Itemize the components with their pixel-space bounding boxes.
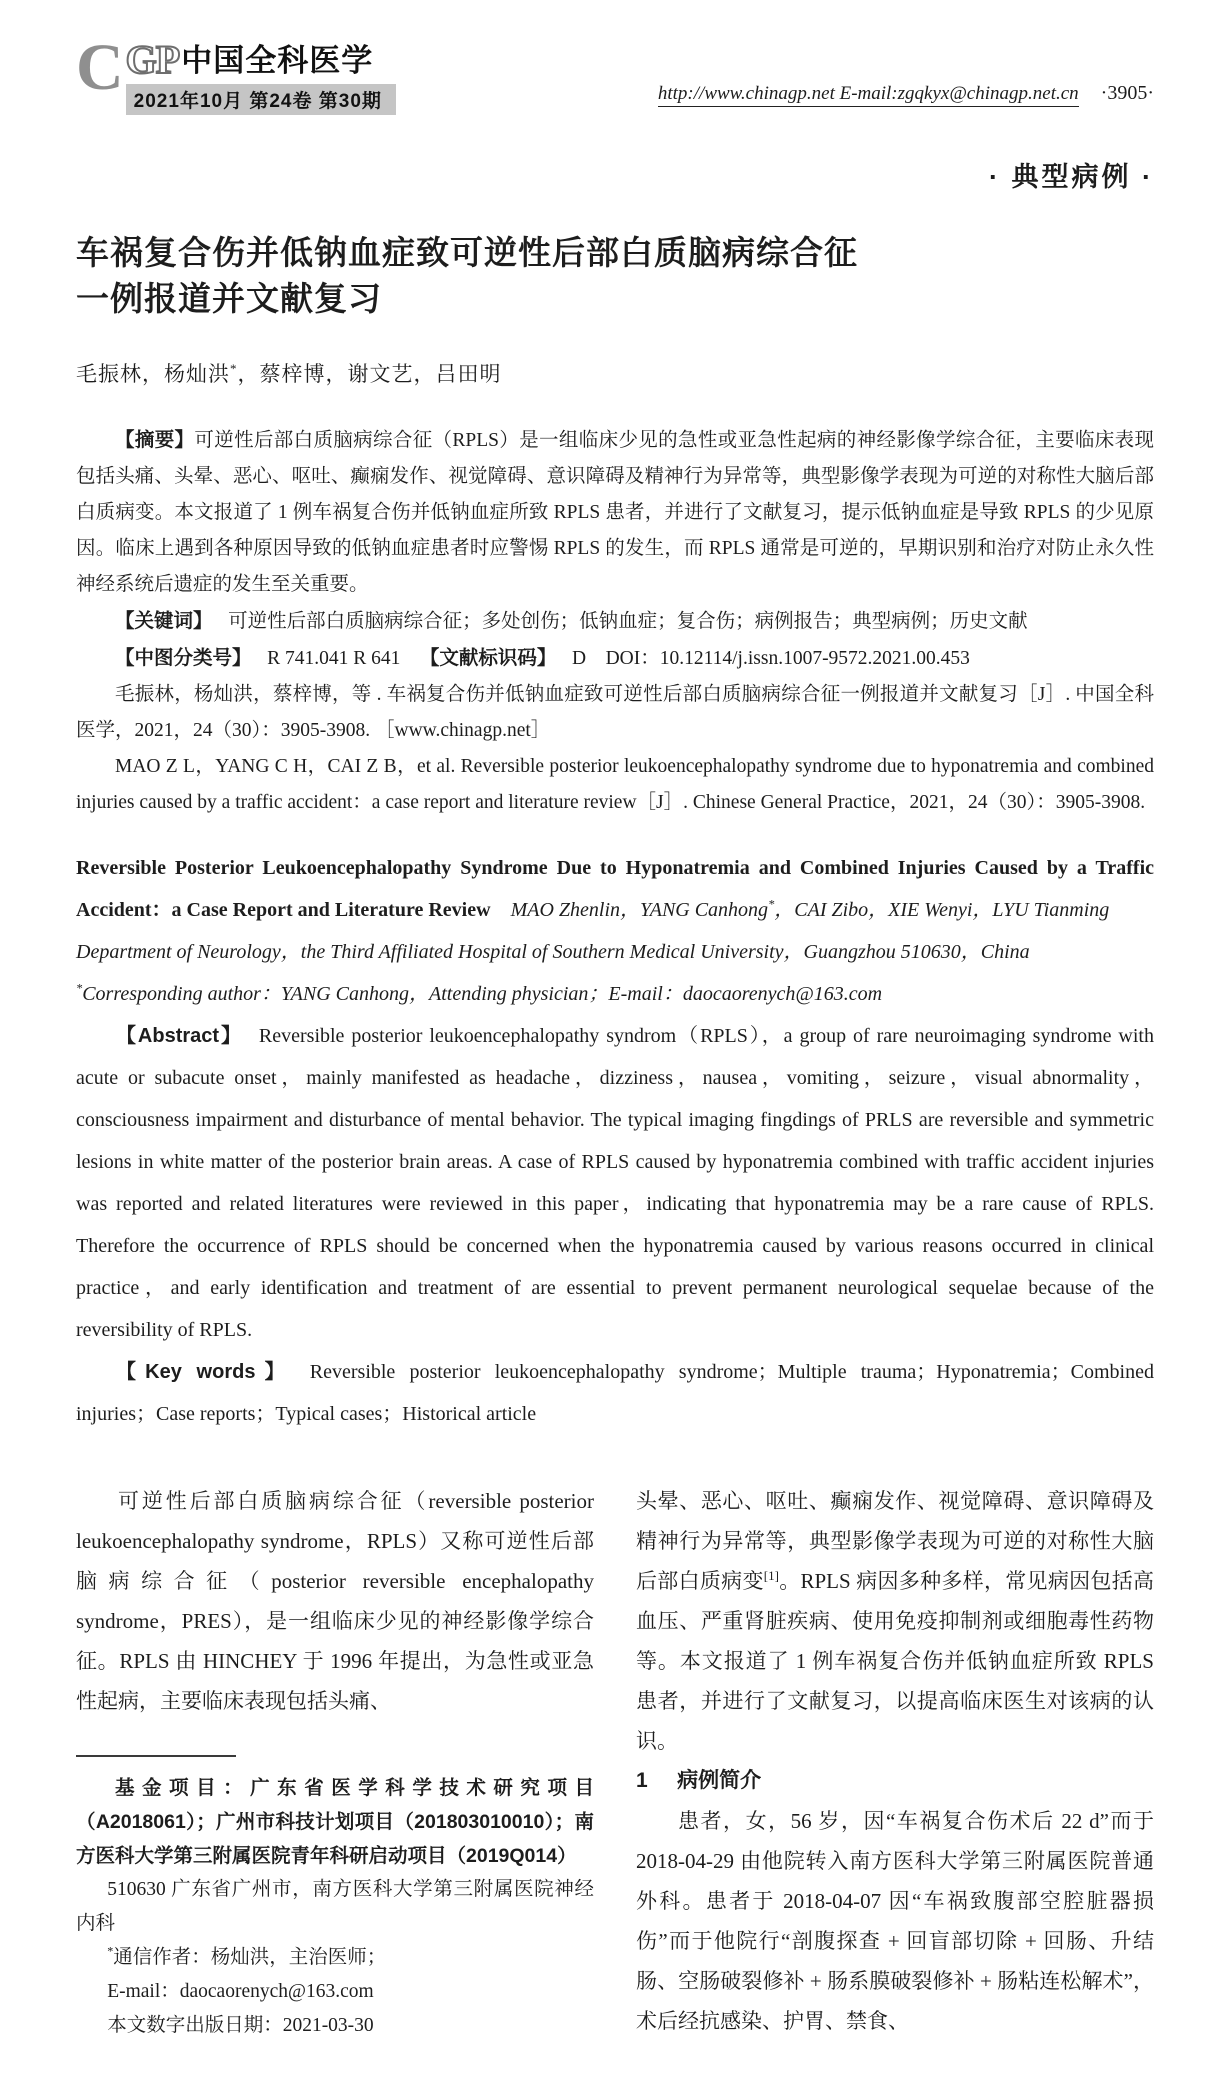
english-affiliation: Department of Neurology，the Third Affiliated Hospital of Southern Medical University，Guangzhou 510630，China	[76, 941, 1030, 964]
intro-right-pre: 头晕、恶心、呕吐、癫痫发作、视觉障碍、意识障碍及精神行为异常等，典型影像学表现为可逆的对称性大脑后部白质病变	[636, 1489, 1154, 1594]
fund-project: 基金项目：广东省医学科学技术研究项目（A2018061）；广州市科技计划项目（201803010010）；南方医科大学第三附属医院青年科研启动项目（2019Q014）	[76, 1777, 594, 1868]
intro-right-post: 。RPLS 病因多种多样，常见病因包括高血压、严重肾脏疾病、使用免疫抑制剂或细胞毒性药物等。本文报道了 1 例车祸复合伤并低钠血症所致 RPLS 患者，并进行了文献复习，以提高临床医生对该病的认识。	[636, 1569, 1154, 1754]
english-title-authors	[76, 847, 1154, 931]
abstract-en-text: Reversible posterior leukoencephalopathy syndrom（RPLS），a group of rare neuroimaging syndrome with acute or subacute onset，mainly manifested as headache，dizziness，nausea，vomiting，seizure，visual abnormality，consciousness impairment and disturbance of mental behavior. The typical imaging fingdings of PRLS are reversible and symmetric lesions in white matter of the posterior brain areas. A case of RPLS caused by hyponatremia combined with traffic accident injuries was reported and related literatures were reviewed in this paper，indicating that hyponatremia may be a rare cause of RPLS. Therefore the occurrence of RPLS should be concerned when the hyponatremia caused by various reasons occurred in clinical practice，and early identification and treatment of are essential to prevent permanent neurological sequelae because of the reversibility of RPLS.	[76, 1025, 1154, 1342]
author-address: 510630 广东省广州市，南方医科大学第三附属医院神经内科	[76, 1879, 594, 1935]
correspondence-text: Corresponding author：YANG Canhong，Attending physician；E-mail：daocaorenych@163.com	[82, 983, 883, 1006]
authors-line	[76, 358, 1154, 388]
citation-en: MAO Z L，YANG C H，CAI Z B，et al. Reversible posterior leukoencephalopathy syndrome due to hyponatremia and combined injuries caused by a traffic accident：a case report and literature review［J］. Chinese General Practice，2021，24（30）：3905-3908.	[76, 756, 1154, 814]
intro-paragraph-right	[636, 1481, 1154, 1761]
footnote-divider	[76, 1755, 236, 1757]
journal-url: http://www.chinagp.net E-mail:zgqkyx@chinagp.net.cn	[658, 83, 1079, 107]
clc-label: 【中图分类号】	[115, 647, 252, 670]
abstract-cn-label: 【摘要】	[115, 429, 195, 452]
footnote-email: E-mail：daocaorenych@163.com	[107, 1981, 374, 2003]
article-title	[76, 230, 1154, 322]
abstract-en-label: 【Abstract】	[116, 1025, 243, 1048]
section-title: 病例简介	[677, 1769, 762, 1793]
english-correspondence	[76, 973, 1154, 1015]
doc-code-label: 【文献标识码】	[419, 647, 557, 670]
journal-logo	[76, 31, 396, 115]
doc-code-value: D	[571, 648, 587, 670]
left-column	[76, 1481, 594, 2043]
issue-line: 2021年10月 第24卷 第30期	[126, 84, 396, 115]
keywords-cn	[76, 603, 1154, 640]
masthead-right	[658, 82, 1154, 115]
english-authors-pre: MAO Zhenlin，YANG Canhong	[510, 899, 769, 922]
keywords-cn-text: 可逆性后部白质脑病综合征；多处创伤；低钠血症；复合伤；病例报告；典型病例；历史文献	[228, 611, 1028, 633]
correspond-asterisk: *	[76, 981, 83, 996]
section-number: 1	[636, 1769, 648, 1793]
chinese-meta-block	[76, 422, 1154, 821]
authors-pre: 毛振林，杨灿洪	[76, 362, 230, 387]
footnote-block	[76, 1771, 594, 2043]
corresponding-author-text: 通信作者：杨灿洪，主治医师；	[113, 1947, 387, 1969]
abstract-cn-text: 可逆性后部白质脑病综合征（RPLS）是一组临床少见的急性或亚急性起病的神经影像学综合征，主要临床表现包括头痛、头晕、恶心、呕吐、癫痫发作、视觉障碍、意识障碍及精神行为异常等，典型影像学表现为可逆的对称性大脑后部白质病变。本文报道了 1 例车祸复合伤并低钠血症所致 RPLS 患者，并进行了文献复习，提示低钠血症是导致 RPLS 的少见原因。临床上遇到各种原因导致的低钠血症患者时应警惕 RPLS 的发生，而 RPLS 通常是可逆的，早期识别和治疗对防止永久性神经系统后遗症的发生至关重要。	[76, 430, 1154, 596]
keywords-en-label: 【Key words】	[116, 1361, 294, 1384]
column-label: · 典型病例 ·	[989, 162, 1154, 192]
english-authors-asterisk: *	[768, 897, 775, 912]
keywords-en-text: Reversible posterior leukoencephalopathy syndrome；Multiple trauma；Hyponatremia；Combined injuries；Case reports；Typical cases；Historical article	[76, 1361, 1154, 1426]
citation-cn: 毛振林，杨灿洪，蔡梓博，等 . 车祸复合伤并低钠血症致可逆性后部白质脑病综合征一例报道并文献复习［J］. 中国全科医学，2021，24（30）：3905-3908. ［www.chinagp.net］	[76, 684, 1154, 742]
english-title: Reversible Posterior Leukoencephalopathy Syndrome Due to Hyponatremia and Combined Injuries Caused by a Traffic Accident：a Case Report and Literature Review	[76, 857, 1154, 922]
logo-c-glyph: C	[76, 31, 124, 104]
page-number: ·3905·	[1100, 82, 1154, 104]
masthead	[76, 31, 1154, 115]
abstract-en	[76, 1015, 1154, 1351]
corresponding-author	[76, 1941, 594, 1975]
section-heading-1	[636, 1761, 1154, 1801]
body-columns	[76, 1481, 1154, 2043]
logo-top	[125, 37, 396, 82]
case-paragraph: 患者，女，56 岁，因“车祸复合伤术后 22 d”而于 2018-04-29 由他院转入南方医科大学第三附属医院普通外科。患者于 2018-04-07 因“车祸致腹部空腔脏器损伤”而于他院行“剖腹探查 + 回盲部切除 + 回肠、升结肠、空肠破裂修补 + 肠系膜破裂修补 + 肠粘连松解术”，术后经抗感染、护胃、禁食、	[636, 1809, 1154, 2034]
title-line1: 车祸复合伤并低钠血症致可逆性后部白质脑病综合征	[76, 234, 858, 271]
journal-name: 中国全科医学	[181, 42, 374, 78]
english-header-block	[76, 847, 1154, 1435]
authors-post: ，蔡梓博，谢文艺，吕田明	[237, 362, 502, 387]
doi-value: DOI：10.12114/j.issn.1007-9572.2021.00.453	[605, 648, 970, 670]
logo-gp-glyph: GP	[125, 37, 180, 82]
authors-asterisk: *	[230, 361, 238, 377]
title-line2: 一例报道并文献复习	[76, 280, 382, 318]
keywords-en	[76, 1351, 1154, 1435]
right-column	[636, 1481, 1154, 2043]
english-authors-post: ，CAI Zibo，XIE Wenyi，LYU Tianming	[774, 899, 1110, 922]
classification-line	[76, 640, 1154, 677]
keywords-cn-label: 【关键词】	[115, 610, 213, 633]
digital-publish-date: 本文数字出版日期：2021-03-30	[107, 2015, 374, 2037]
intro-paragraph-left: 可逆性后部白质脑病综合征（reversible posterior leukoencephalopathy syndrome，RPLS）又称可逆性后部脑病综合征（posterior reversible encephalopathy syndrome，PRES），是一组临床少见的神经影像学综合征。RPLS 由 HINCHEY 于 1996 年提出，为急性或亚急性起病，主要临床表现包括头痛、	[76, 1489, 594, 1714]
reference-marker-1: [1]	[763, 1568, 779, 1584]
abstract-cn	[76, 422, 1154, 603]
clc-value: R 741.041 R 641	[267, 648, 401, 670]
footnote-asterisk: *	[107, 1944, 114, 1959]
logo-right	[125, 37, 396, 115]
